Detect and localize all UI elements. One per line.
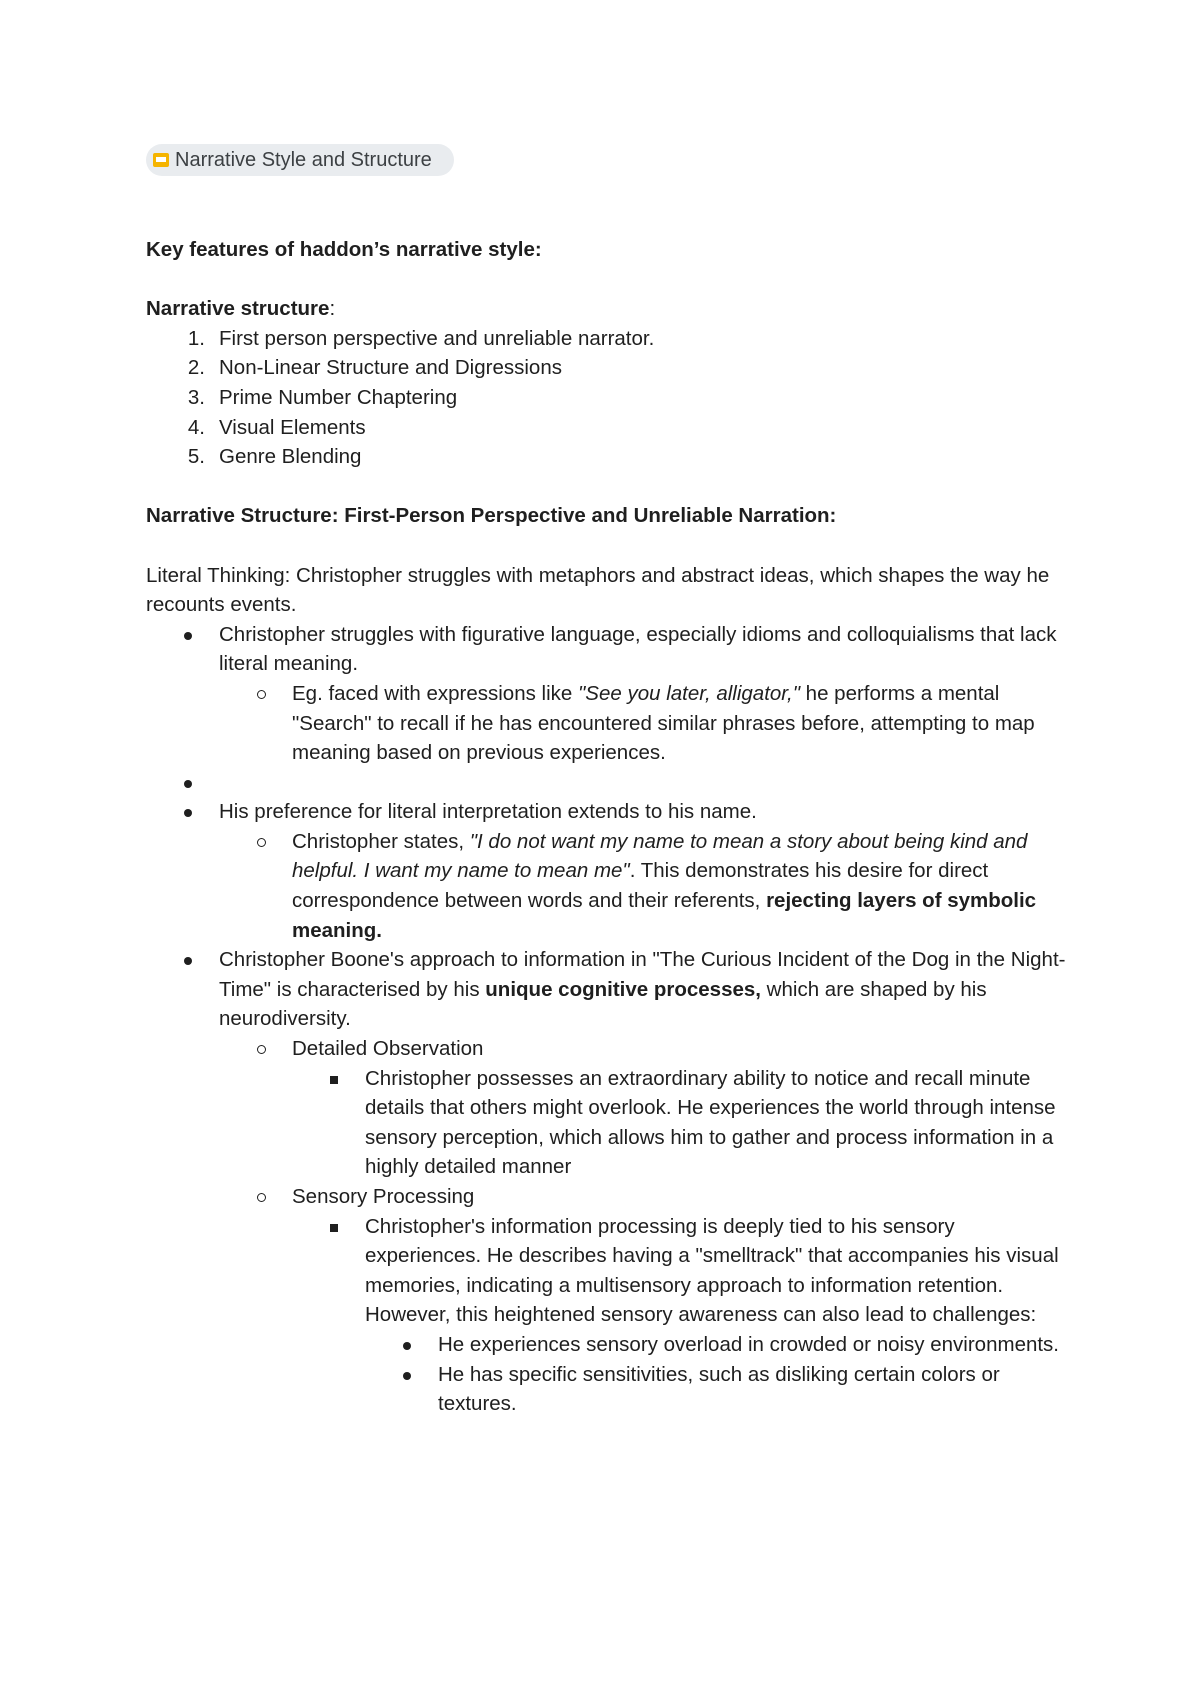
list-item: 3. Prime Number Chaptering (146, 383, 1076, 413)
document-chip[interactable] (146, 144, 454, 176)
bullet-dot-icon (184, 632, 192, 640)
list-item: 1. First person perspective and unreliable narrator. (146, 324, 1076, 354)
list-number: 3. (187, 385, 205, 409)
list-item: 4. Visual Elements (146, 413, 1076, 443)
bullet-item: His preference for literal interpretation extends to his name. (146, 797, 1076, 827)
deep-bullet-item: He has specific sensitivities, such as disliking certain colors or textures. (146, 1360, 1076, 1419)
bullet-dot-icon (184, 809, 192, 817)
bullet-dot-icon (184, 957, 192, 965)
sub-sub-bullet-item: Christopher's information processing is deeply tied to his sensory experiences. He describes having a "smelltrack" that accompanies his visual memories, indicating a multisensory approach to information retention. However, this heightened sensory awareness can also lead to challenges: (146, 1212, 1076, 1330)
bullet-dot-icon (184, 780, 192, 788)
slides-icon (153, 153, 169, 167)
bullet-square-icon (330, 1224, 338, 1232)
deep-bullet-item: He experiences sensory overload in crowded or noisy environments. (146, 1330, 1076, 1360)
list-item: 5. Genre Blending (146, 442, 1076, 472)
list-number: 4. (187, 415, 205, 439)
bullet-circle-icon (257, 690, 266, 699)
bullet-circle-icon (257, 1045, 266, 1054)
list-number: 1. (187, 326, 205, 350)
literal-thinking-paragraph: Literal Thinking: Christopher struggles with metaphors and abstract ideas, which shapes the way he recounts events. (146, 563, 1050, 617)
empty-bullet-item (146, 768, 1076, 798)
chip-label: Narrative Style and Structure (175, 148, 432, 171)
sub-bullet-item: Christopher states, "I do not want my name to mean a story about being kind and helpful. I want my name to mean me". This demonstrates his desire for direct correspondence between words and their referents, rejecting layers of symbolic meaning. (146, 827, 1076, 945)
bullet-square-icon (330, 1076, 338, 1084)
sub-bullet-item: Sensory Processing (146, 1182, 1076, 1212)
list-number: 5. (187, 445, 205, 469)
bullet-circle-icon (257, 838, 266, 847)
sub-sub-bullet-item: Christopher possesses an extraordinary ability to notice and recall minute details that others might overlook. He experiences the world through intense sensory perception, which allows him to gather and process information in a highly detailed manner (146, 1064, 1076, 1182)
heading-first-person: Narrative Structure: First-Person Perspective and Unreliable Narration: (146, 504, 837, 528)
list-item: 2. Non-Linear Structure and Digressions (146, 353, 1076, 383)
document-body (146, 235, 1076, 1419)
heading-key-features: Key features of haddon’s narrative style: (146, 238, 542, 261)
bullet-item: Christopher struggles with figurative language, especially idioms and colloquialisms that lack literal meaning. (146, 620, 1076, 679)
bullet-item: Christopher Boone's approach to information in "The Curious Incident of the Dog in the Night-Time" is characterised by his unique cognitive processes, which are shaped by his neurodiversity. (146, 945, 1076, 1034)
bullet-dot-icon (403, 1372, 411, 1380)
narrative-structure-label: Narrative structure: (146, 297, 336, 321)
sub-bullet-item: Detailed Observation (146, 1034, 1076, 1064)
bullet-dot-icon (403, 1342, 411, 1350)
bullet-circle-icon (257, 1193, 266, 1202)
list-number: 2. (187, 356, 205, 380)
sub-bullet-item: Eg. faced with expressions like "See you later, alligator," he performs a mental "Search" to recall if he has encountered similar phrases before, attempting to map meaning based on previous experiences. (146, 679, 1076, 768)
